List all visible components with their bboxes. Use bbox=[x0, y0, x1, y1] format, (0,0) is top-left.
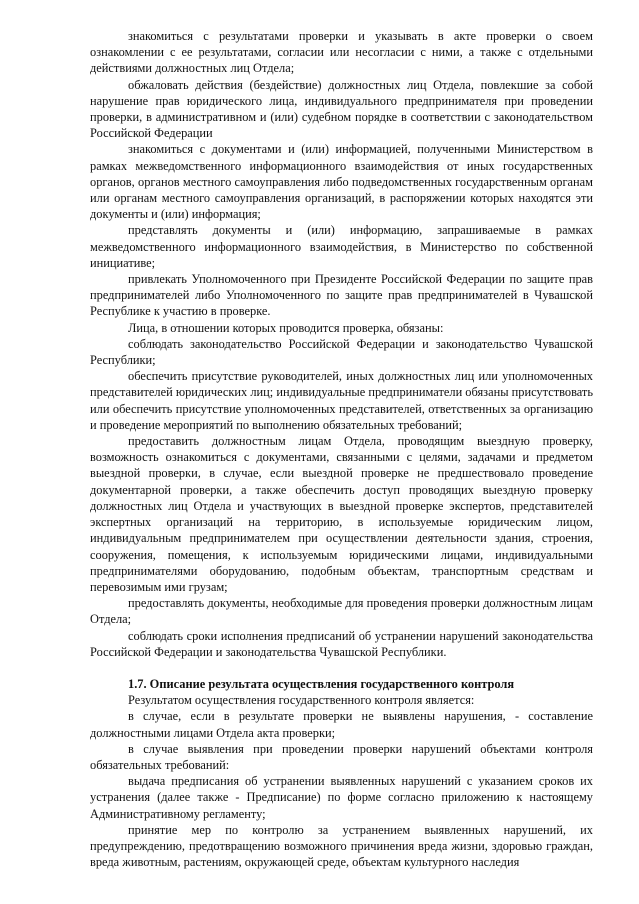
paragraph: знакомиться с документами и (или) информацией, полученными Министерством в рамках межведомственного информационного взаимодействия от иных государственных органов, органов местного самоуправления либо подведомственных государственным органам или органам местного самоуправления организаций, в распоряжении которых находятся эти документы и (или) информация; bbox=[90, 142, 593, 222]
paragraph: принятие мер по контролю за устранением выявленных нарушений, их предупреждению, предотвращению возможного причинения вреда жизни, здоровью граждан, вреда животным, растениям, окружающей среде, объектам культурного наследия bbox=[90, 822, 593, 870]
paragraph: соблюдать законодательство Российской Федерации и законодательство Чувашской Республики; bbox=[90, 336, 593, 368]
section-heading: 1.7. Описание результата осуществления государственного контроля bbox=[128, 676, 515, 691]
paragraph: обеспечить присутствие руководителей, иных должностных лиц или уполномоченных представителей юридических лиц; индивидуальные предприниматели обязаны присутствовать или обеспечить присутствие уполномоченных представителей, ответственных за организацию и проведение мероприятий по выполнению обязательных требований; bbox=[90, 369, 593, 432]
paragraph: Лица, в отношении которых проводится проверка, обязаны: bbox=[128, 320, 444, 335]
paragraph: предоставить должностным лицам Отдела, проводящим выездную проверку, возможность ознакомиться с документами, связанными с целями, задачами и предметом выездной проверки, в случае, если выездной проверке не предшествовало проведение документарной проверки, а также обеспечить доступ проводящих выездную проверку должностных лиц Отдела и участвующих в выездной проверке экспертов, представителей экспертных организаций на территорию, в используемые юридическим лицом, индивидуальным предпринимателем при осуществлении деятельности здания, строения, сооружения, помещения, к используемым юридическими лицами, индивидуальными предпринимателями оборудованию, подобным объектам, транспортным средствам и перевозимым ими грузам; bbox=[90, 434, 593, 594]
document-page bbox=[90, 28, 593, 870]
paragraph: соблюдать сроки исполнения предписаний об устранении нарушений законодательства Российской Федерации и законодательства Чувашской Республики. bbox=[90, 628, 593, 659]
paragraph: привлекать Уполномоченного при Президенте Российской Федерации по защите прав предпринимателей либо Уполномоченного по защите прав предпринимателей в Чувашской Республике к участию в проверке. bbox=[90, 272, 593, 319]
paragraph: представлять документы и (или) информацию, запрашиваемые в рамках межведомственного информационного взаимодействия, в Министерство по собственной инициативе; bbox=[90, 223, 593, 270]
paragraph: знакомиться с результатами проверки и указывать в акте проверки о своем ознакомлении с ее результатами, согласии или несогласии с ними, а также с отдельными действиями должностных лиц Отдела; bbox=[90, 29, 593, 76]
paragraph: в случае, если в результате проверки не выявлены нарушения, - составление должностными лицами Отдела акта проверки; bbox=[90, 709, 593, 740]
paragraph: предоставлять документы, необходимые для проведения проверки должностным лицам Отдела; bbox=[90, 596, 593, 627]
paragraph: обжаловать действия (бездействие) должностных лиц Отдела, повлекшие за собой нарушение прав юридического лица, индивидуального предпринимателя при проведении проверки, в административном и (или) судебном порядке в соответствии с законодательством Российской Федерации bbox=[90, 77, 593, 141]
paragraph: выдача предписания об устранении выявленных нарушений с указанием сроков их устранения (далее также - Предписание) по форме согласно приложению к настоящему Административному регламенту; bbox=[90, 774, 593, 821]
paragraph: Результатом осуществления государственного контроля является: bbox=[128, 693, 475, 708]
paragraph: в случае выявления при проведении проверки нарушений объектами контроля обязательных требований: bbox=[90, 741, 593, 772]
